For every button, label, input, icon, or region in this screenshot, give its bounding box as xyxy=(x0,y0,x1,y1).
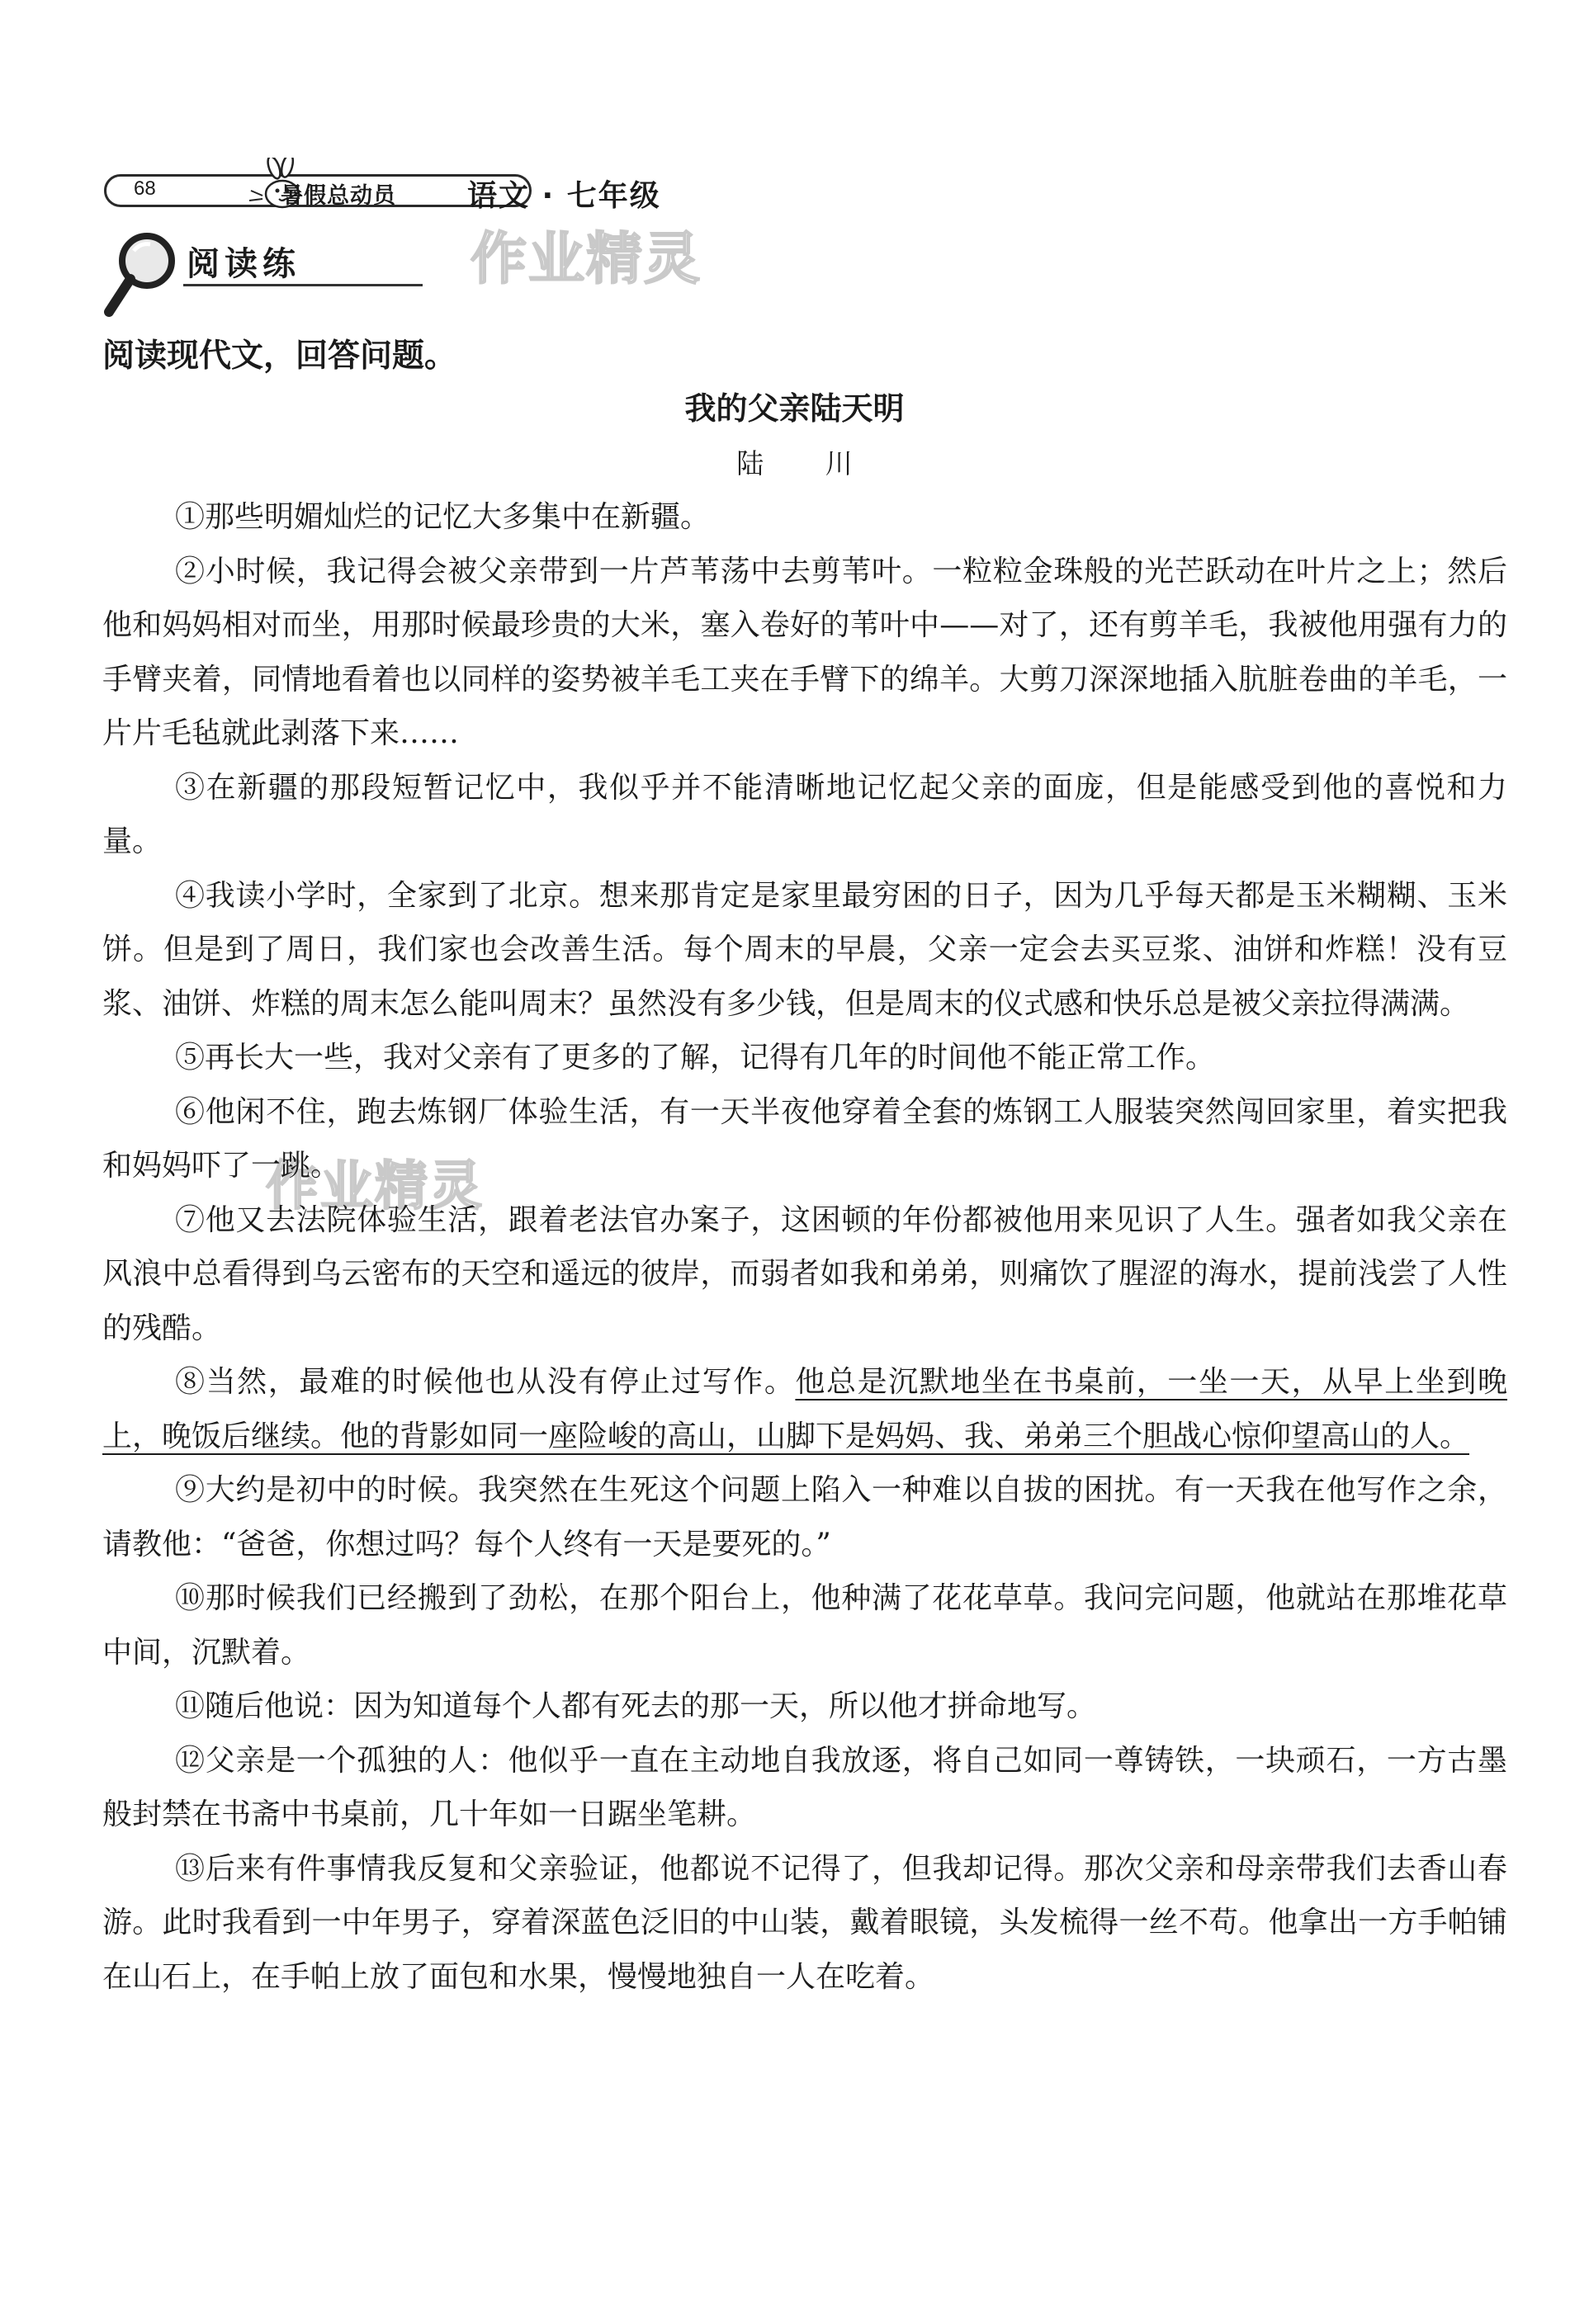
page-header xyxy=(97,169,758,212)
paragraph: ②小时候，我记得会被父亲带到一片芦苇荡中去剪苇叶。一粒粒金珠般的光芒跃动在叶片之上；然后他和妈妈相对而坐，用那时候最珍贵的大米，塞入卷好的苇叶中——对了，还有剪羊毛，我被他用强有力的手臂夹着，同情地看着也以同样的姿势被羊毛工夹在手臂下的绵羊。大剪刀深深地插入肮脏卷曲的羊毛，一片片毛毡就此剥落下来…… xyxy=(102,554,1507,750)
paragraph: ⑫父亲是一个孤独的人：他似乎一直在主动地自我放逐，将自己如同一尊铸铁，一块顽石，一方古墨般封禁在书斋中书桌前，几十年如一日踞坐笔耕。 xyxy=(102,1743,1507,1831)
paragraph: ⑨大约是初中的时候。我突然在生死这个问题上陷入一种难以自拔的困扰。有一天我在他写作之余，请教他：“爸爸，你想过吗？每个人终有一天是要死的。” xyxy=(102,1473,1507,1561)
magnifier-icon xyxy=(97,223,188,322)
paragraph: ①那些明媚灿烂的记忆大多集中在新疆。 xyxy=(175,500,711,534)
paragraph-underlined xyxy=(102,1355,1507,1463)
watermark: 作业精灵 xyxy=(266,1156,484,1217)
subject-grade: 语文 · 七年级 xyxy=(467,179,661,213)
series-title: 暑假总动员 xyxy=(281,183,396,209)
paragraph: ⑬后来有件事情我反复和父亲验证，他都说不记得了，但我却记得。那次父亲和母亲带我们去香山春游。此时我看到一中年男子，穿着深蓝色泛旧的中山装，戴着眼镜，头发梳得一丝不苟。他拿出一方手帕铺在山石上，在手帕上放了面包和水果，慢慢地独自一人在吃着。 xyxy=(102,1851,1507,1994)
paragraph: ⑤再长大一些，我对父亲有了更多的了解，记得有几年的时间他不能正常工作。 xyxy=(175,1041,1216,1075)
article-body xyxy=(102,490,1507,2004)
paragraph: ⑪随后他说：因为知道每个人都有死去的那一天，所以他才拼命地写。 xyxy=(175,1689,1097,1723)
paragraph: ④我读小学时，全家到了北京。想来那肯定是家里最穷困的日子，因为几乎每天都是玉米糊糊、玉米饼。但是到了周日，我们家也会改善生活。每个周末的早晨，父亲一定会去买豆浆、油饼和炸糕！没有豆浆、油饼、炸糕的周末怎么能叫周末？虽然没有多少钱，但是周末的仪式感和快乐总是被父亲拉得满满。 xyxy=(102,878,1507,1021)
section-badge xyxy=(97,223,345,322)
section-title: 阅读练 xyxy=(187,245,300,283)
section-underline xyxy=(183,284,423,286)
article-title: 我的父亲陆天明 xyxy=(684,390,905,427)
article-author: 陆 川 xyxy=(736,447,879,479)
paragraph-text: ⑧当然，最难的时候他也从没有停止过写作。 xyxy=(175,1365,796,1399)
paragraph: ⑦他又去法院体验生活，跟着老法官办案子，这困顿的年份都被他用来见识了人生。强者如我父亲在风浪中总看得到乌云密布的天空和遥远的彼岸，而弱者如我和弟弟，则痛饮了腥涩的海水，提前浅尝了人性的残酷。 xyxy=(102,1202,1507,1345)
underlined-sentence: 他总是沉默地坐在书桌前，一坐一天，从早上坐到晚上，晚饭后继续。他的背影如同一座险峻的高山，山脚下是妈妈、我、弟弟三个胆战心惊仰望高山的人。 xyxy=(102,1365,1507,1453)
page-number: 68 xyxy=(134,177,156,200)
paragraph: ③在新疆的那段短暂记忆中，我似乎并不能清晰地记忆起父亲的面庞，但是能感受到他的喜悦和力量。 xyxy=(102,770,1507,858)
watermark: 作业精灵 xyxy=(471,227,702,292)
reading-instruction: 阅读现代文，回答问题。 xyxy=(102,338,457,375)
paragraph: ⑥他闲不住，跑去炼钢厂体验生活，有一天半夜他穿着全套的炼钢工人服装突然闯回家里，着实把我和妈妈吓了一跳。 xyxy=(102,1094,1507,1183)
paragraph: ⑩那时候我们已经搬到了劲松，在那个阳台上，他种满了花花草草。我问完问题，他就站在那堆花草中间，沉默着。 xyxy=(102,1581,1507,1670)
